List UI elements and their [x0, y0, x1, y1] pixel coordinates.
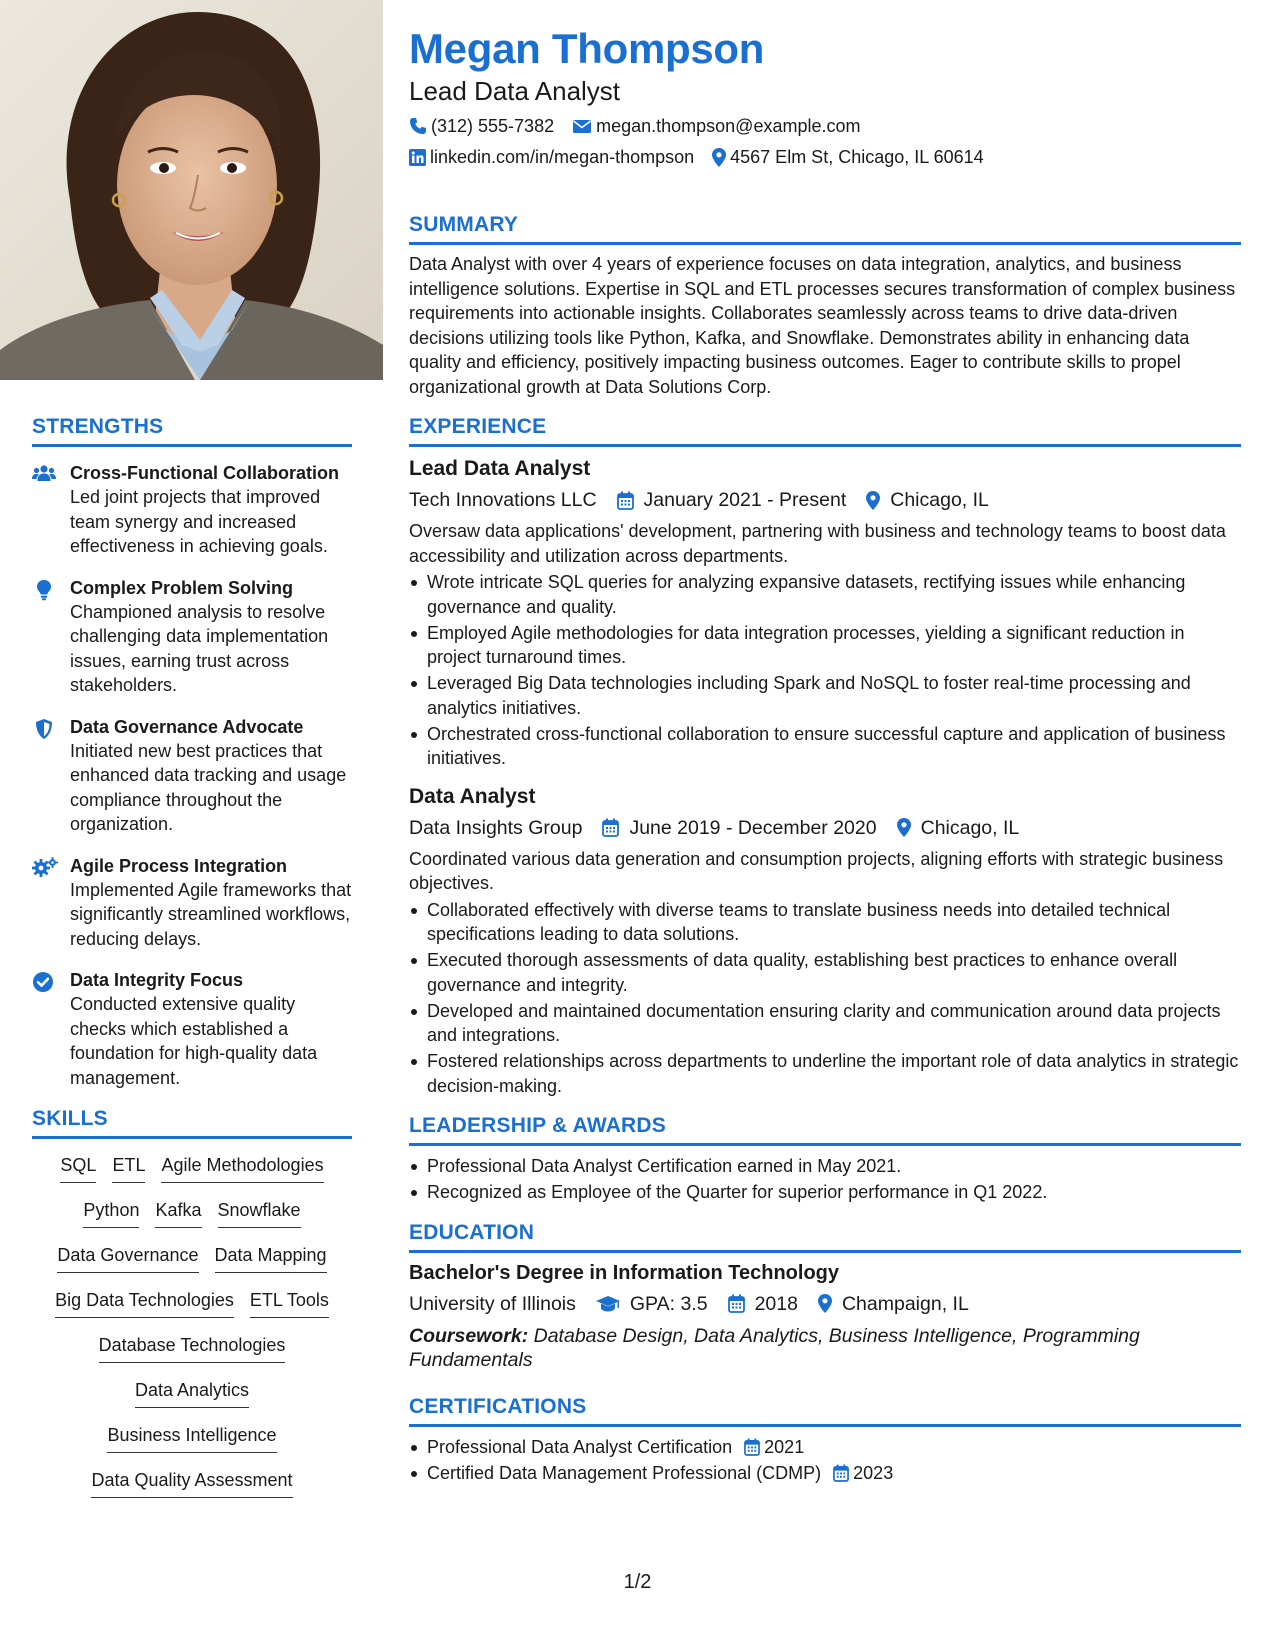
job-location-text: Chicago, IL: [890, 489, 989, 511]
graduation-year: [728, 1290, 798, 1318]
shield-icon: [32, 715, 70, 837]
linkedin-icon: [409, 149, 426, 166]
job-title: Lead Data Analyst: [409, 457, 591, 480]
job-entry: [409, 783, 1241, 1099]
strengths-list: [32, 461, 352, 1090]
gears-icon: [32, 854, 70, 952]
skill-tag: Kafka: [155, 1198, 201, 1228]
skill-row: [32, 1153, 352, 1198]
job-dates: [602, 814, 876, 842]
address-contact: [712, 145, 984, 169]
candidate-role: Lead Data Analyst: [409, 76, 621, 106]
job-company: Data Insights Group: [409, 816, 583, 839]
skill-tag: Data Mapping: [215, 1243, 327, 1273]
gpa: [596, 1290, 708, 1318]
lightbulb-icon: [32, 576, 70, 698]
certification-year: 2021: [764, 1436, 805, 1457]
skill-tag: Data Quality Assessment: [91, 1468, 292, 1498]
skill-tag: Python: [83, 1198, 139, 1228]
contact-row: [409, 114, 1241, 138]
job-bullet: Wrote intricate SQL queries for analyzing expansive datasets, rectifying issues while enhancing governance and quality.: [409, 570, 1241, 619]
graduation-cap-icon: [596, 1295, 620, 1313]
skill-row: [32, 1468, 352, 1513]
strength-item: [32, 854, 352, 952]
strength-item: [32, 576, 352, 698]
school-location-text: Champaign, IL: [841, 1292, 969, 1315]
phone-icon: [409, 117, 427, 135]
coursework: [409, 1324, 1241, 1373]
skill-tag: Business Intelligence: [107, 1423, 276, 1453]
candidate-name: Megan Thompson: [409, 25, 765, 72]
award-item: Recognized as Employee of the Quarter for superior performance in Q1 2022.: [409, 1180, 1241, 1205]
leadership-list: [409, 1154, 1241, 1205]
school-location: [818, 1290, 969, 1318]
job-bullet: Executed thorough assessments of data quality, establishing best practices to enhance overall governance and integrity.: [409, 948, 1241, 997]
strength-title: Cross-Functional Collaboration: [70, 463, 340, 483]
strength-desc: Implemented Agile frameworks that significantly streamlined workflows, reducing delays.: [70, 879, 352, 949]
job-summary: Oversaw data applications' development, partnering with business and technology teams to boost data accessibility and utilization across departments.: [409, 521, 1226, 566]
certification-name: Certified Data Management Professional (CDMP): [427, 1462, 822, 1483]
skill-row: [32, 1423, 352, 1468]
calendar-icon: [617, 491, 634, 510]
skill-row: [32, 1198, 352, 1243]
envelope-icon: [572, 118, 592, 134]
job-location: [897, 814, 1020, 842]
job-location: [866, 486, 989, 514]
left-sections: [32, 415, 352, 1513]
strength-item: [32, 715, 352, 837]
gpa-text: GPA: 3.5: [629, 1292, 708, 1315]
map-pin-icon: [712, 148, 726, 167]
strength-title: Data Integrity Focus: [70, 970, 244, 990]
job-location-text: Chicago, IL: [920, 816, 1020, 839]
job-bullet: Fostered relationships across departments to underline the important role of data analytics in strategic decision-making.: [409, 1049, 1241, 1098]
strength-title: Agile Process Integration: [70, 855, 288, 876]
strength-desc: Initiated new best practices that enhanced data tracking and usage compliance throughout the organization.: [70, 740, 347, 834]
certification-name: Professional Data Analyst Certification: [427, 1436, 733, 1457]
profile-photo: [0, 0, 383, 380]
map-pin-icon: [818, 1294, 832, 1313]
strength-title: Complex Problem Solving: [70, 577, 294, 598]
degree-title: Bachelor's Degree in Information Technology: [409, 1261, 840, 1284]
leadership-heading: LEADERSHIP & AWARDS: [409, 1114, 1241, 1146]
job-summary: Coordinated various data generation and consumption projects, aligning efforts with strategic business objectives.: [409, 848, 1224, 893]
job-meta: [409, 486, 1241, 514]
page-number: 1/2: [623, 1571, 652, 1593]
job-dates-text: June 2019 - December 2020: [629, 816, 877, 839]
education-heading: EDUCATION: [409, 1221, 1241, 1253]
map-pin-icon: [897, 818, 911, 837]
certification-item: [409, 1461, 1241, 1486]
certification-year: 2023: [853, 1462, 894, 1483]
job-entry: [409, 455, 1241, 771]
job-bullet: Employed Agile methodologies for data integration processes, yielding a significant reduction in project turnaround times.: [409, 621, 1241, 670]
job-bullets: [409, 570, 1241, 771]
skills-heading: SKILLS: [32, 1107, 352, 1139]
certifications-list: [409, 1435, 1241, 1486]
skills-list: [32, 1153, 352, 1513]
skill-row: [32, 1378, 352, 1423]
skill-tag: Data Governance: [57, 1243, 198, 1273]
job-meta: [409, 814, 1241, 842]
strength-item: [32, 968, 352, 1090]
coursework-text: Database Design, Data Analytics, Business Intelligence, Programming Fundamentals: [409, 1324, 1140, 1371]
certification-item: [409, 1435, 1241, 1460]
skill-tag: Database Technologies: [99, 1333, 286, 1363]
job-bullet: Leveraged Big Data technologies including Spark and NoSQL to foster real-time processing and analytics initiatives.: [409, 671, 1241, 720]
skill-tag: ETL: [112, 1153, 145, 1183]
skill-tag: Agile Methodologies: [161, 1153, 323, 1183]
certifications-heading: CERTIFICATIONS: [409, 1395, 1241, 1427]
email-text: megan.thompson@example.com: [596, 116, 861, 136]
right-column: [409, 22, 1241, 1487]
contact-row: [409, 145, 1241, 169]
check-circle-icon: [32, 968, 70, 1090]
award-item: Professional Data Analyst Certification earned in May 2021.: [409, 1154, 1241, 1179]
strength-title: Data Governance Advocate: [70, 716, 304, 737]
skill-tag: Data Analytics: [135, 1378, 249, 1408]
coursework-label: Coursework:: [409, 1324, 529, 1347]
strengths-heading: STRENGTHS: [32, 415, 352, 447]
strength-desc: Conducted extensive quality checks which established a foundation for high-quality data management.: [70, 994, 318, 1088]
users-icon: [32, 461, 70, 559]
skill-tag: Snowflake: [218, 1198, 301, 1228]
skill-row: [32, 1333, 352, 1378]
email-contact[interactable]: [572, 114, 860, 138]
calendar-icon: [728, 1294, 745, 1313]
job-title: Data Analyst: [409, 784, 536, 808]
job-bullets: [409, 898, 1241, 1099]
job-bullet: Collaborated effectively with diverse teams to translate business needs into detailed technical specifications leading to data solutions.: [409, 898, 1241, 947]
job-dates-text: January 2021 - Present: [643, 489, 847, 511]
job-bullet: Orchestrated cross-functional collaboration to ensure successful capture and application of business initiatives.: [409, 722, 1241, 771]
strength-item: [32, 461, 352, 559]
linkedin-text: linkedin.com/in/megan-thompson: [430, 147, 695, 167]
graduation-year-text: 2018: [754, 1292, 798, 1315]
experience-heading: EXPERIENCE: [409, 415, 1241, 447]
skill-row: [32, 1243, 352, 1288]
map-pin-icon: [866, 491, 880, 510]
job-bullet: Developed and maintained documentation ensuring clarity and communication around data projects and integrations.: [409, 999, 1241, 1048]
summary-text: Data Analyst with over 4 years of experience focuses on data integration, analytics, and business intelligence solutions. Expertise in SQL and ETL processes secures transformation of complex business requirements into actionable insights. Collaborates seamlessly across teams to drive data-driven decisions utilizing tools like Python, Kafka, and Snowflake. Demonstrates ability in enhancing data quality and efficiency, positively impacting business outcomes. Eager to contribute skills to propel organizational growth at Data Solutions Corp.: [409, 254, 1236, 397]
calendar-icon: [833, 1464, 849, 1482]
address-text: 4567 Elm St, Chicago, IL 60614: [730, 147, 984, 167]
linkedin-contact[interactable]: [409, 145, 694, 169]
education-meta: [409, 1290, 1241, 1318]
summary-heading: SUMMARY: [409, 213, 1241, 245]
skill-row: [32, 1288, 352, 1333]
skill-tag: ETL Tools: [250, 1288, 329, 1318]
phone-contact[interactable]: [409, 114, 554, 138]
phone-text: (312) 555-7382: [431, 116, 555, 136]
school-name: University of Illinois: [409, 1292, 576, 1315]
calendar-icon: [744, 1438, 760, 1456]
calendar-icon: [602, 818, 619, 837]
job-dates: [617, 486, 847, 514]
strength-desc: Led joint projects that improved team synergy and increased effectiveness in achieving goals.: [70, 487, 328, 556]
job-company: Tech Innovations LLC: [409, 489, 597, 511]
skill-tag: Big Data Technologies: [55, 1288, 234, 1318]
strength-desc: Championed analysis to resolve challenging data implementation issues, earning trust across stakeholders.: [70, 601, 329, 695]
skill-tag: SQL: [60, 1153, 96, 1183]
